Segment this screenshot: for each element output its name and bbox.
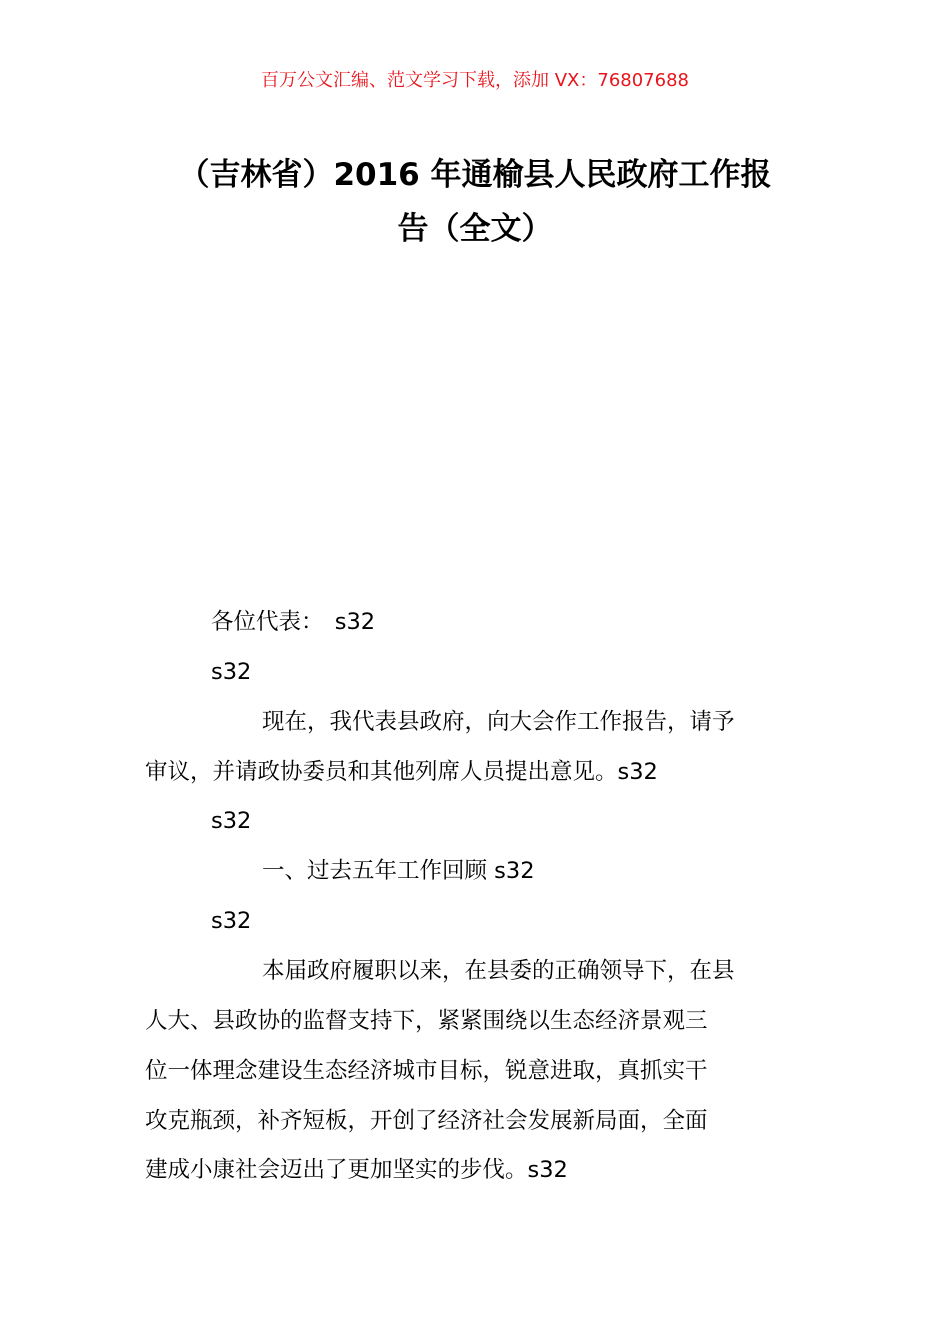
paragraph-line: 位一体理念建设生态经济城市目标，锐意进取，真抓实干	[145, 1058, 708, 1084]
section-heading: 一、过去五年工作回顾 s32	[262, 858, 535, 884]
paragraph-line: 审议，并请政协委员和其他列席人员提出意见。s32	[145, 759, 658, 785]
download-banner: 百万公文汇编、范文学习下载，添加 VX：76807688	[261, 70, 689, 91]
paragraph-line: s32	[211, 908, 252, 934]
paragraph-line: 现在，我代表县政府，向大会作工作报告，请予	[262, 709, 735, 735]
paragraph-line: 建成小康社会迈出了更加坚实的步伐。s32	[145, 1157, 568, 1183]
paragraph-line: 人大、县政协的监督支持下，紧紧围绕以生态经济景观三	[145, 1008, 708, 1034]
paragraph-line: s32	[211, 659, 252, 685]
salutation: 各位代表： s32	[211, 609, 376, 635]
paragraph-line: s32	[211, 808, 252, 834]
paragraph-line: 本届政府履职以来，在县委的正确领导下，在县	[262, 958, 735, 984]
document-title-line-2: 告（全文）	[397, 211, 553, 247]
document-title	[140, 148, 810, 256]
paragraph-line: 攻克瓶颈，补齐短板，开创了经济社会发展新局面，全面	[145, 1108, 708, 1134]
document-title-line-1: （吉林省）2016 年通榆县人民政府工作报	[178, 157, 772, 193]
